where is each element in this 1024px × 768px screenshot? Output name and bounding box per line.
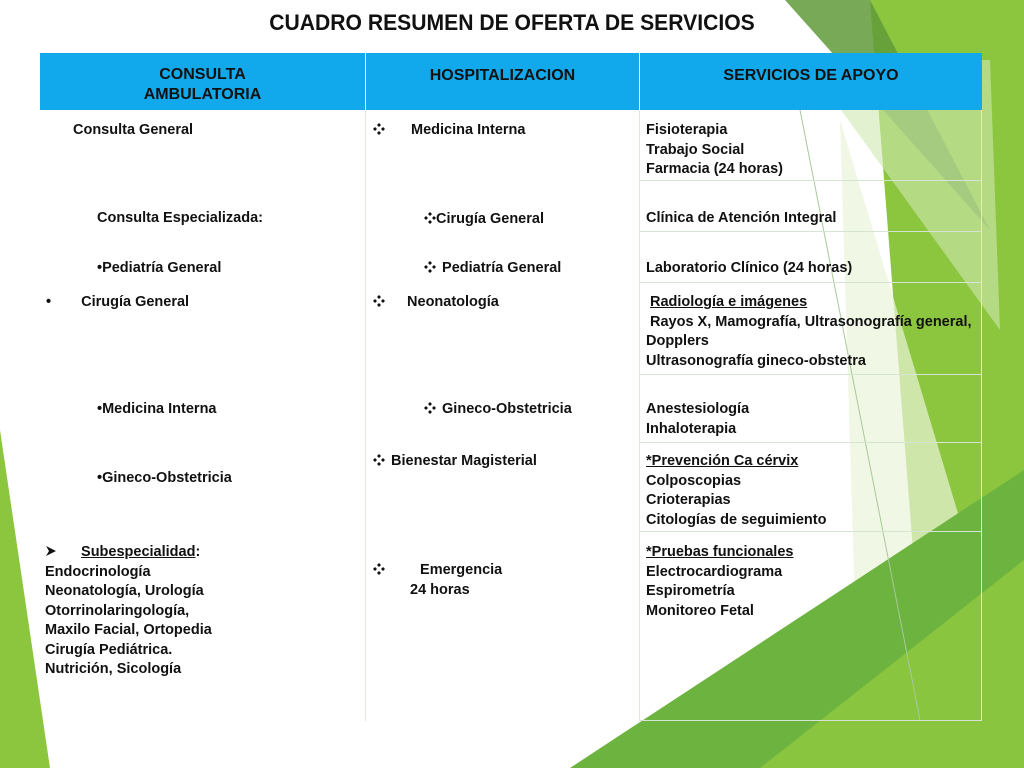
consulta-cirugia <box>46 293 189 313</box>
apoyo-pruebas-heading <box>646 543 793 563</box>
apoyo-item: Rayos X, Mamografía, Ultrasonografía general, <box>650 313 972 330</box>
slide-title: CUADRO RESUMEN DE OFERTA DE SERVICIOS <box>269 10 755 35</box>
diamond-bullet-icon <box>424 261 436 273</box>
row-divider <box>640 531 982 532</box>
diamond-bullet-icon <box>373 454 385 466</box>
apoyo-pruebas-heading-text: *Pruebas funcionales <box>646 544 794 560</box>
apoyo-item: Citologías de seguimiento <box>646 511 827 528</box>
apoyo-item: Colposcopias <box>646 472 742 489</box>
bullet: • <box>46 294 52 310</box>
apoyo-anestesiologia <box>646 400 749 439</box>
diamond-bullet-icon <box>424 212 436 224</box>
hosp-pediatria-label: Pediatría General <box>442 260 562 276</box>
hosp-gineco-label: Gineco-Obstetricia <box>442 401 572 417</box>
hosp-emergencia-row <box>373 561 502 581</box>
hosp-neonatologia-label: Neonatología <box>407 294 499 310</box>
apoyo-laboratorio: Laboratorio Clínico (24 horas) <box>646 260 853 276</box>
services-table <box>40 53 982 721</box>
consulta-general: Consulta General <box>73 122 194 138</box>
hosp-emergencia <box>373 561 502 600</box>
apoyo-item: Ultrasonografía gineco-obstetra <box>646 352 866 369</box>
hosp-pediatria <box>424 259 561 279</box>
header-consulta <box>40 53 365 110</box>
apoyo-prevencion <box>646 452 826 530</box>
column-divider <box>365 110 366 721</box>
subespecialidad-item: Otorrinolaringología, <box>45 602 190 619</box>
column-divider <box>981 110 982 721</box>
subespecialidad-item: Neonatología, Urología <box>45 583 204 599</box>
apoyo-radiologia <box>646 293 972 371</box>
apoyo-prevencion-heading: *Prevención Ca cérvix <box>646 453 799 469</box>
apoyo-row-1 <box>646 121 783 180</box>
apoyo-item: Monitoreo Fetal <box>646 602 754 619</box>
column-divider <box>639 110 640 721</box>
diamond-bullet-icon <box>373 563 385 575</box>
subespecialidad-item: Cirugía Pediátrica. <box>45 641 173 658</box>
header-consulta-line2: AMBULATORIA <box>143 86 262 103</box>
apoyo-item: Electrocardiograma <box>646 563 783 580</box>
apoyo-item: Dopplers <box>646 333 709 349</box>
hosp-cirugia <box>424 210 544 230</box>
row-divider <box>640 180 982 181</box>
hosp-emergencia-sub: 24 horas <box>410 581 470 598</box>
row-divider <box>640 442 982 443</box>
apoyo-item: Farmacia (24 horas) <box>646 161 784 177</box>
consulta-especializada: Consulta Especializada: <box>97 210 263 226</box>
subespecialidad-item: Endocrinología <box>45 563 151 580</box>
subespecialidad-item: Maxilo Facial, Ortopedia <box>45 622 212 638</box>
subespecialidad-colon: : <box>195 544 201 560</box>
hosp-medicina-label: Medicina Interna <box>411 122 526 138</box>
subespecialidad-heading <box>45 543 212 563</box>
diamond-bullet-icon <box>424 402 436 414</box>
apoyo-item: Inhaloterapia <box>646 420 737 437</box>
row-divider <box>640 231 982 232</box>
consulta-cirugia-label: Cirugía General <box>81 294 190 310</box>
row-divider <box>640 374 982 375</box>
diamond-bullet-icon <box>373 123 385 135</box>
subespecialidad-item: Nutrición, Sicología <box>45 661 182 677</box>
apoyo-item: Espirometría <box>646 583 735 599</box>
hosp-bienestar-label: Bienestar Magisterial <box>391 453 537 469</box>
header-servicios-apoyo: SERVICIOS DE APOYO <box>640 53 982 110</box>
header-hospitalizacion: HOSPITALIZACION <box>366 53 639 110</box>
consulta-gineco: •Gineco-Obstetricia <box>97 470 232 486</box>
consulta-pediatria: •Pediatría General <box>97 260 222 276</box>
apoyo-item: Trabajo Social <box>646 141 745 158</box>
subespecialidad-label: Subespecialidad <box>81 544 196 560</box>
hosp-emergencia-label: Emergencia <box>420 562 503 578</box>
row-divider <box>640 282 982 283</box>
hosp-neonatologia <box>373 293 499 313</box>
apoyo-item: Crioterapias <box>646 492 731 508</box>
header-consulta-line1: CONSULTA <box>159 66 246 83</box>
subespecialidad-block <box>45 543 212 680</box>
hosp-cirugia-label: Cirugía General <box>436 211 544 227</box>
hosp-bienestar <box>373 452 537 472</box>
hosp-medicina <box>373 121 525 141</box>
apoyo-radiologia-heading: Radiología e imágenes <box>650 294 808 310</box>
arrow-bullet-icon <box>45 545 57 557</box>
hosp-gineco <box>424 400 572 420</box>
row-divider <box>640 720 982 721</box>
apoyo-clinica: Clínica de Atención Integral <box>646 210 837 226</box>
apoyo-pruebas <box>646 543 793 621</box>
apoyo-item: Fisioterapia <box>646 122 728 138</box>
apoyo-item: Anestesiología <box>646 401 750 417</box>
diamond-bullet-icon <box>373 295 385 307</box>
consulta-medicina: •Medicina Interna <box>97 401 217 417</box>
